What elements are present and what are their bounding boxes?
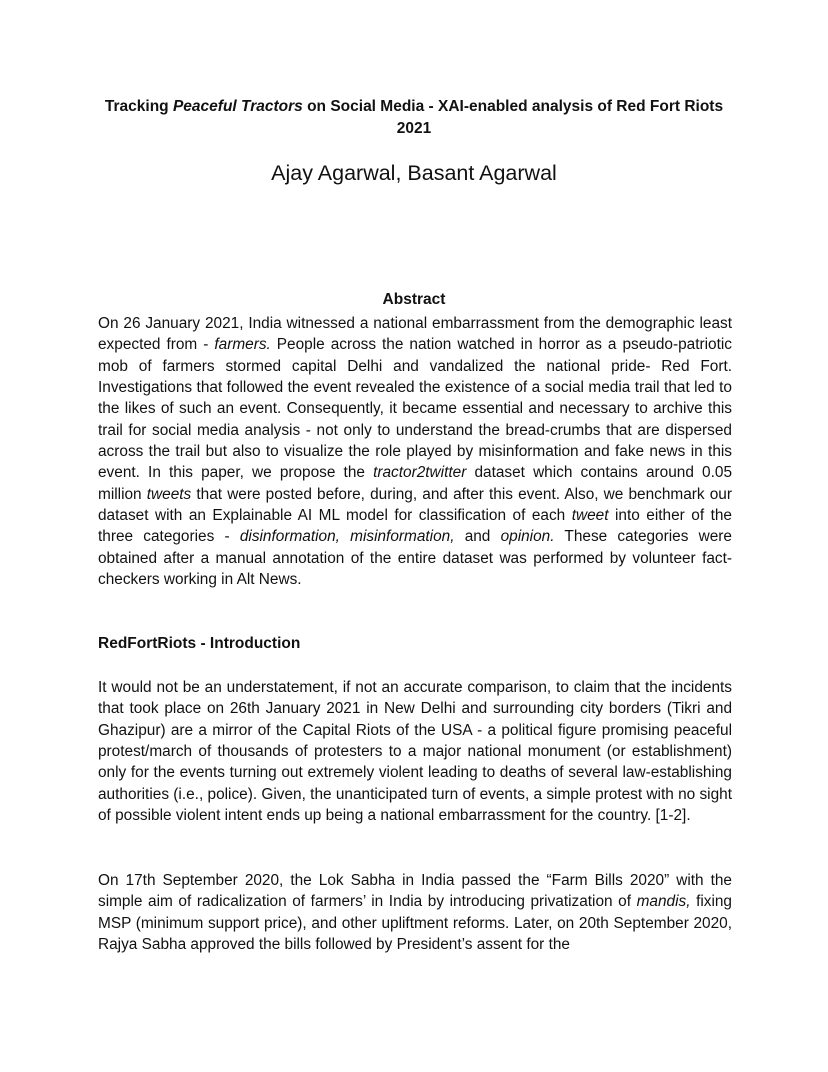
introduction-paragraph-1: It would not be an understatement, if not an accurate comparison, to claim that the incidents that took place on 26th January 2021 in New Delhi and surrounding city borders (Tikri and Ghazipur) are a mirror of the Capital Riots of the USA - a political figure promising peaceful protest/march of thousands of protesters to a major national monument (or establishment) only for the events turning out extremely violent leading to deaths of several law-establishing authorities (i.e., police). Given, the unanticipated turn of events, a simple protest with no sight of possible violent intent ends up being a national embarrassment for the country. [1-2]. — [98, 679, 732, 825]
abstract-category-1: disinformation, misinformation, — [239, 528, 455, 546]
abstract-text-6: and — [454, 528, 501, 546]
title-prefix: Tracking — [104, 98, 173, 115]
abstract-text-2: People across the nation watched in horror as a pseudo-patriotic mob of farmers stormed capital Delhi and vandalized the national pride- Red Fort. Investigations that followed the event revealed the existence of a social media trail that led to the likes of such an event. Consequently, it became essential and necessary to archive this trail for social media analysis - not only to understand the bread-crumbs that are dispersed across the trail but also to visualize the role played by misinformation and fake news in this event. In this paper, we propose the — [98, 336, 732, 482]
abstract-text-1: On 26 January 2021, India witnessed a national embarrassment from the demographic least expected from - — [98, 315, 732, 354]
intro-p2-mandis: mandis, — [636, 893, 691, 911]
introduction-heading: RedFortRiots - Introduction — [98, 635, 301, 652]
abstract-text-3: dataset which contains around 0.05 million — [98, 464, 733, 503]
abstract-text-7: These categories were obtained after a manual annotation of the entire dataset was performed by volunteer fact-checkers working in Alt News. — [98, 528, 732, 589]
abstract-dataset-name: tractor2twitter — [373, 464, 467, 482]
title-italic: Peaceful Tractors — [172, 98, 303, 115]
intro-p2-text-1: On 17th September 2020, the Lok Sabha in India passed the “Farm Bills 2020” with the simple aim of radicalization of farmers’ in India by introducing privatization of — [98, 872, 732, 911]
intro-p2-text-2: fixing MSP (minimum support price), and other upliftment reforms. Later, on 20th September 2020, Rajya Sabha approved the bills followed by President’s assent for the — [98, 893, 732, 954]
abstract-farmers: farmers. — [214, 336, 271, 354]
abstract-category-2: opinion. — [500, 528, 555, 546]
title-suffix: on Social Media - XAI-enabled analysis of Red Fort Riots 2021 — [302, 98, 724, 137]
abstract-text-5: into either of the three categories - — [98, 507, 732, 546]
abstract-body — [98, 313, 732, 590]
abstract-tweet: tweet — [571, 507, 609, 525]
abstract-tweets: tweets — [146, 485, 192, 503]
introduction-paragraph-2 — [98, 870, 732, 955]
abstract-text-4: that were posted before, during, and after this event. Also, we benchmark our dataset with an Explainable AI ML model for classification of each — [98, 485, 732, 525]
paper-title — [100, 96, 728, 140]
abstract-heading: Abstract — [382, 291, 446, 308]
paper-authors: Ajay Agarwal, Basant Agarwal — [271, 161, 557, 185]
